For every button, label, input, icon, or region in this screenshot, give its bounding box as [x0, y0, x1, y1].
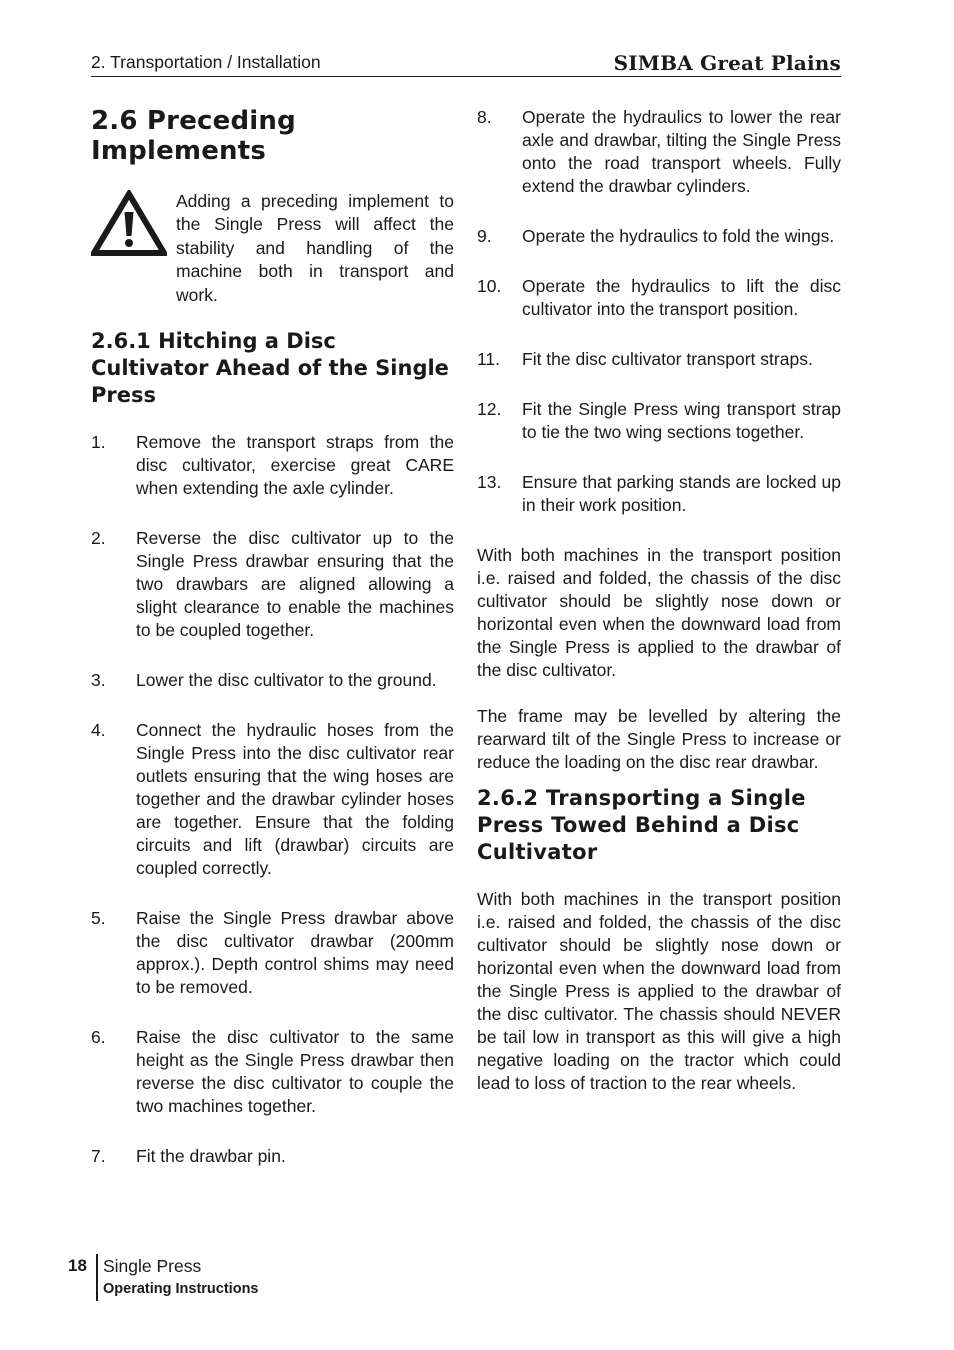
- item-text: Reverse the disc cultivator up to the Single Press drawbar ensuring that the two drawbars are aligned allowing a slight clearance to enable the machines to be coupled together.: [136, 528, 454, 640]
- transport-position-paragraph: With both machines in the transport position i.e. raised and folded, the chassis of the disc cultivator should be slightly nose down or horizontal even when the downward load from the Single Press is applied to the drawbar of the disc cultivator.: [477, 545, 841, 680]
- warning-block: [91, 190, 454, 305]
- subsection-title-hitching: 2.6.1 Hitching a Disc Cultivator Ahead of the Single Press: [91, 329, 449, 407]
- list-item: [91, 1026, 454, 1118]
- item-text: Lower the disc cultivator to the ground.: [136, 670, 437, 690]
- list-item: [477, 348, 841, 371]
- hitching-steps-list: [91, 431, 454, 1168]
- footer-title: Single Press: [103, 1256, 202, 1276]
- item-number: 9.: [477, 226, 492, 246]
- header-section-label: 2. Transportation / Installation: [91, 52, 321, 72]
- list-item: [91, 719, 454, 880]
- page-header: [91, 48, 841, 77]
- frame-levelling-paragraph: The frame may be levelled by altering the rearward tilt of the Single Press to increase or reduce the loading on the disc rear drawbar.: [477, 706, 841, 772]
- item-number: 11.: [477, 349, 501, 369]
- warning-text: Adding a preceding implement to the Single Press will affect the stability and handling of the machine both in transport and work.: [176, 191, 454, 305]
- brand-logo-text: SIMBA Great Plains: [613, 51, 841, 75]
- item-number: 2.: [91, 528, 106, 548]
- right-column: [477, 106, 841, 1118]
- list-item: [477, 471, 841, 517]
- item-number: 5.: [91, 908, 106, 928]
- list-item: [477, 225, 841, 248]
- item-number: 6.: [91, 1027, 106, 1047]
- item-text: Raise the Single Press drawbar above the disc cultivator drawbar (200mm approx.). Depth control shims may need to be removed.: [136, 908, 454, 997]
- item-text: Fit the drawbar pin.: [136, 1146, 286, 1166]
- list-item: [91, 907, 454, 999]
- hitching-steps-list-continued: [477, 106, 841, 517]
- list-item: [91, 1145, 454, 1168]
- item-text: Fit the disc cultivator transport straps.: [522, 349, 813, 369]
- item-number: 1.: [91, 432, 106, 452]
- list-item: [477, 398, 841, 444]
- item-number: 12.: [477, 399, 502, 419]
- item-number: 8.: [477, 107, 492, 127]
- item-text: Connect the hydraulic hoses from the Single Press into the disc cultivator rear outlets ensuring that the wing hoses are together and the drawbar cylinder hoses are together. Ensure that the folding circuits and lift (drawbar) circuits are coupled correctly.: [136, 720, 454, 878]
- subsection-title-transporting: 2.6.2 Transporting a Single Press Towed Behind a Disc Cultivator: [477, 786, 806, 864]
- item-text: Operate the hydraulics to fold the wings.: [522, 226, 835, 246]
- item-number: 7.: [91, 1146, 106, 1166]
- list-item: [477, 106, 841, 198]
- transporting-paragraph: With both machines in the transport position i.e. raised and folded, the chassis of the disc cultivator should be slightly nose down or horizontal even when the downward load from the Single Press is applied to the drawbar of the disc cultivator. The chassis should NEVER be tail low in transport as this will give a high negative loading on the tractor which could lead to loss of traction to the rear wheels.: [477, 889, 841, 1093]
- item-text: Raise the disc cultivator to the same height as the Single Press drawbar then reverse the disc cultivator to couple the two machines together.: [136, 1027, 454, 1116]
- list-item: [91, 669, 454, 692]
- item-text: Operate the hydraulics to lift the disc cultivator into the transport position.: [522, 276, 841, 319]
- item-text: Remove the transport straps from the disc cultivator, exercise great CARE when extending the axle cylinder.: [136, 432, 454, 498]
- page-number: 18: [68, 1256, 87, 1275]
- footer-subtitle: Operating Instructions: [103, 1281, 259, 1297]
- item-number: 3.: [91, 670, 106, 690]
- section-title: 2.6 Preceding Implements: [91, 106, 296, 166]
- list-item: [91, 431, 454, 500]
- item-number: 13.: [477, 472, 502, 492]
- item-text: Ensure that parking stands are locked up in their work position.: [522, 472, 841, 515]
- left-column: [91, 106, 454, 1195]
- item-text: Fit the Single Press wing transport strap to tie the two wing sections together.: [522, 399, 841, 442]
- item-number: 4.: [91, 720, 106, 740]
- item-number: 10.: [477, 276, 502, 296]
- warning-triangle-icon: [91, 190, 167, 256]
- list-item: [91, 527, 454, 642]
- list-item: [477, 275, 841, 321]
- item-text: Operate the hydraulics to lower the rear axle and drawbar, tilting the Single Press onto the road transport wheels. Fully extend the drawbar cylinders.: [522, 107, 841, 196]
- footer-divider: [96, 1254, 98, 1301]
